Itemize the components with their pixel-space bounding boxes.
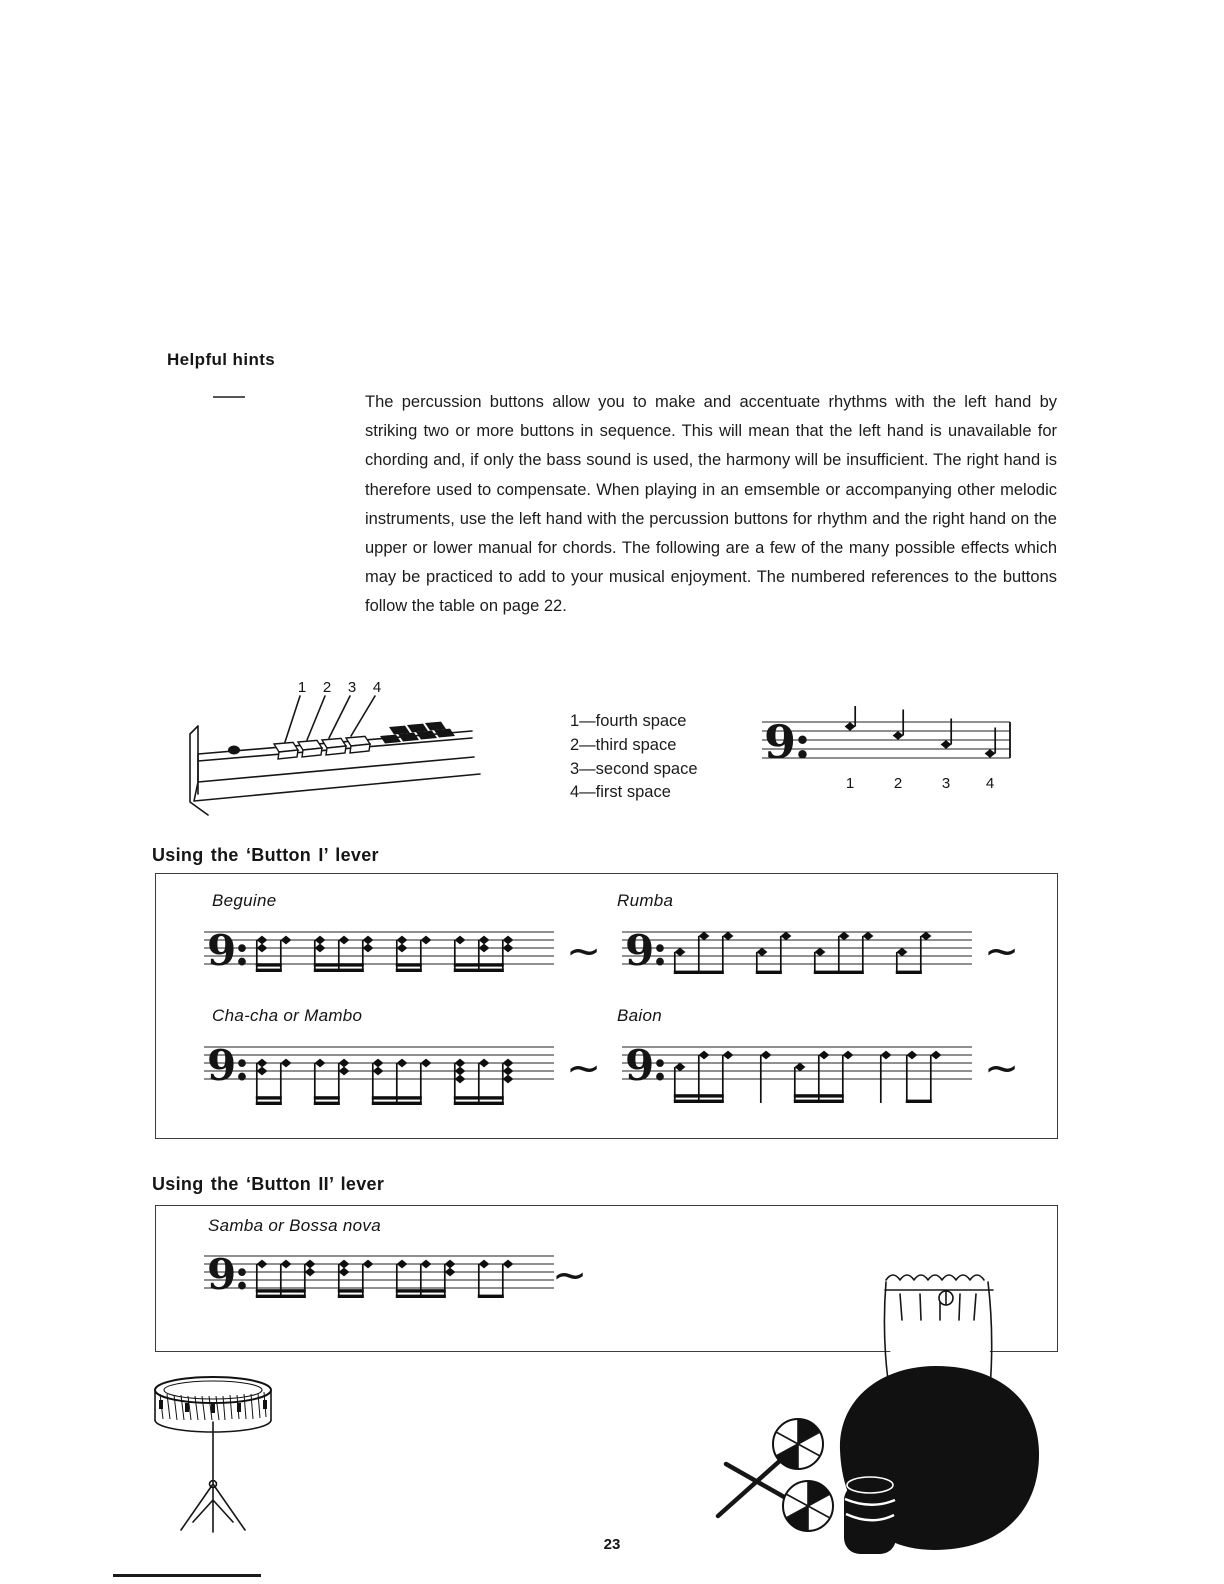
svg-text:4: 4: [985, 775, 995, 792]
svg-text:1: 1: [845, 775, 855, 792]
svg-text:1: 1: [297, 679, 307, 696]
svg-text:9:: 9:: [625, 1041, 666, 1090]
tilde-icon: ~: [566, 926, 602, 975]
panel-knob: [228, 746, 240, 755]
rhythm-name: Beguine: [212, 891, 277, 910]
space-list: [570, 710, 698, 805]
list-item: 2—third space: [570, 735, 677, 754]
svg-text:4: 4: [372, 679, 382, 696]
tilde-icon: ~: [552, 1250, 588, 1299]
rhythm-staff: [618, 918, 978, 1010]
intro-paragraph: The percussion buttons allow you to make and accentuate rhythms with the left hand by striking two or more buttons in sequence. This will mean that the left hand is unavailable for chording and, if only the bass sound is used, the harmony will be insufficient. The right hand is therefore used to compensate. When playing in an emsemble or accompanying other melodic instruments, use the left hand with the percussion buttons for rhythm and the right hand on the upper or lower manual for chords. The following are a few of the many possible effects which may be practiced to add to your musical enjoyment. The numbered references to the buttons follow the table on page 22.: [365, 393, 1057, 616]
rhythm-name: Baion: [617, 1006, 662, 1025]
svg-text:9:: 9:: [625, 926, 666, 975]
rhythm-name: Samba or Bossa nova: [208, 1216, 381, 1235]
tilde-icon: ~: [984, 1043, 1020, 1092]
svg-text:9:: 9:: [764, 715, 809, 769]
page-number: 23: [603, 1536, 621, 1553]
button-number-labels: [298, 679, 381, 696]
tilde-icon: ~: [984, 926, 1020, 975]
white-percussion-buttons: [274, 736, 370, 759]
helpful-hints-heading: Helpful hints: [167, 350, 276, 369]
svg-text:2: 2: [322, 679, 332, 696]
list-item: 4—first space: [570, 783, 671, 802]
rhythm-name: Cha-cha or Mambo: [212, 1006, 363, 1025]
svg-text:2: 2: [893, 775, 903, 792]
rhythm-staff: [200, 918, 560, 1010]
svg-text:9:: 9:: [207, 1250, 248, 1299]
button2-heading: Using the ‘Button II’ lever: [152, 1174, 385, 1194]
button-panel-illustration: [168, 668, 498, 838]
tilde-icon: ~: [566, 1043, 602, 1092]
rhythm-name: Rumba: [617, 891, 674, 910]
reference-staff: [758, 706, 1022, 798]
list-item: 1—fourth space: [570, 712, 687, 730]
rhythm-staff: [618, 1033, 978, 1125]
scan-dash: [213, 396, 245, 398]
conga-maracas-illustration: [688, 1252, 1060, 1564]
rhythm-staff: [200, 1242, 560, 1334]
scan-artifact-line: [113, 1574, 261, 1577]
svg-text:3: 3: [941, 775, 951, 792]
rhythm-staff: [200, 1033, 560, 1125]
svg-text:9:: 9:: [207, 1041, 248, 1090]
svg-text:3: 3: [347, 679, 357, 696]
button1-heading: Using the ‘Button I’ lever: [152, 845, 379, 865]
list-item: 3—second space: [570, 759, 698, 778]
svg-text:9:: 9:: [207, 926, 248, 975]
leader-lines: [285, 696, 375, 742]
snare-drum-illustration: [135, 1360, 300, 1545]
